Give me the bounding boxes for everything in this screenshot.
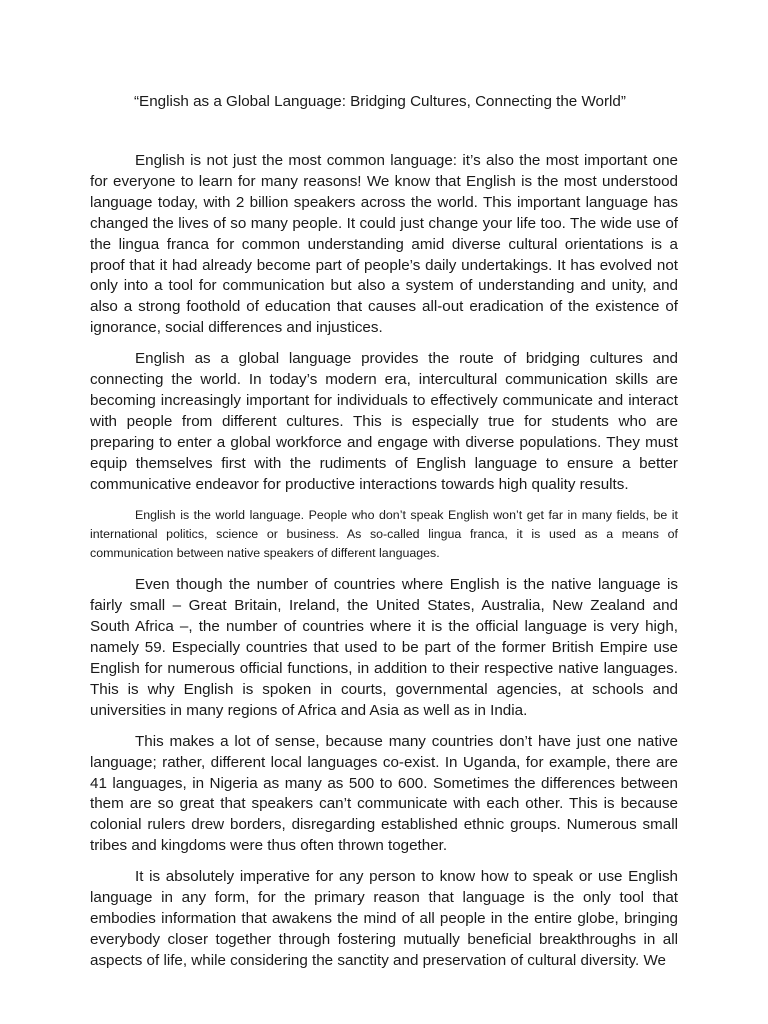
paragraph-2: English as a global language provides the route of bridging cultures and connecting the world. In today’s modern era, intercultural communication skills are becoming increasingly important for individuals to effectively communicate and interact with people from different cultures. This is especially true for students who are preparing to enter a global workforce and engage with diverse populations. They must equip themselves first with the rudiments of English language to ensure a better communicative endeavor for productive interactions towards high quality results. [90,350,678,493]
document-page [90,91,678,982]
essay-title: “English as a Global Language: Bridging Cultures, Connecting the World” [134,93,626,110]
paragraph-3-quote: English is the world language. People who don’t speak English won’t get far in many fields, be it international politics, science or business. As so-called lingua franca, it is used as a means of communication between native speakers of different languages. [90,507,678,561]
paragraph-1: English is not just the most common language: it’s also the most important one for everyone to learn for many reasons! We know that English is the most understood language today, with 2 billion speakers across the world. This important language has changed the lives of so many people. It could just change your life too. The wide use of the lingua franca for common understanding amid diverse cultural orientations is a proof that it had already become part of people’s daily undertakings. It has evolved not only into a tool for communication but also a system of understanding and unity, and also a strong foothold of education that causes all-out eradication of the existence of ignorance, social differences and injustices. [90,152,678,337]
paragraph-4: Even though the number of countries where English is the native language is fairly small – Great Britain, Ireland, the United States, Australia, New Zealand and South Africa –, the number of countries where it is the official language is very high, namely 59. Especially countries that used to be part of the former British Empire use English for numerous official functions, in addition to their respective native languages. This is why English is spoken in courts, governmental agencies, at schools and universities in many regions of Africa and Asia as well as in India. [90,576,678,719]
paragraph-5: This makes a lot of sense, because many countries don’t have just one native language; rather, different local languages co-exist. In Uganda, for example, there are 41 languages, in Nigeria as many as 500 to 600. Sometimes the differences between them are so great that speakers can’t communicate with each other. This is because colonial rulers drew borders, disregarding established ethnic groups. Numerous small tribes and kingdoms were thus often thrown together. [90,732,678,855]
paragraph-6: It is absolutely imperative for any person to know how to speak or use English language in any form, for the primary reason that language is the only tool that embodies information that awakens the mind of all people in the entire globe, bringing everybody closer together through fostering mutually beneficial breakthroughs in all aspects of life, while considering the sanctity and preservation of cultural diversity. We [90,868,678,969]
